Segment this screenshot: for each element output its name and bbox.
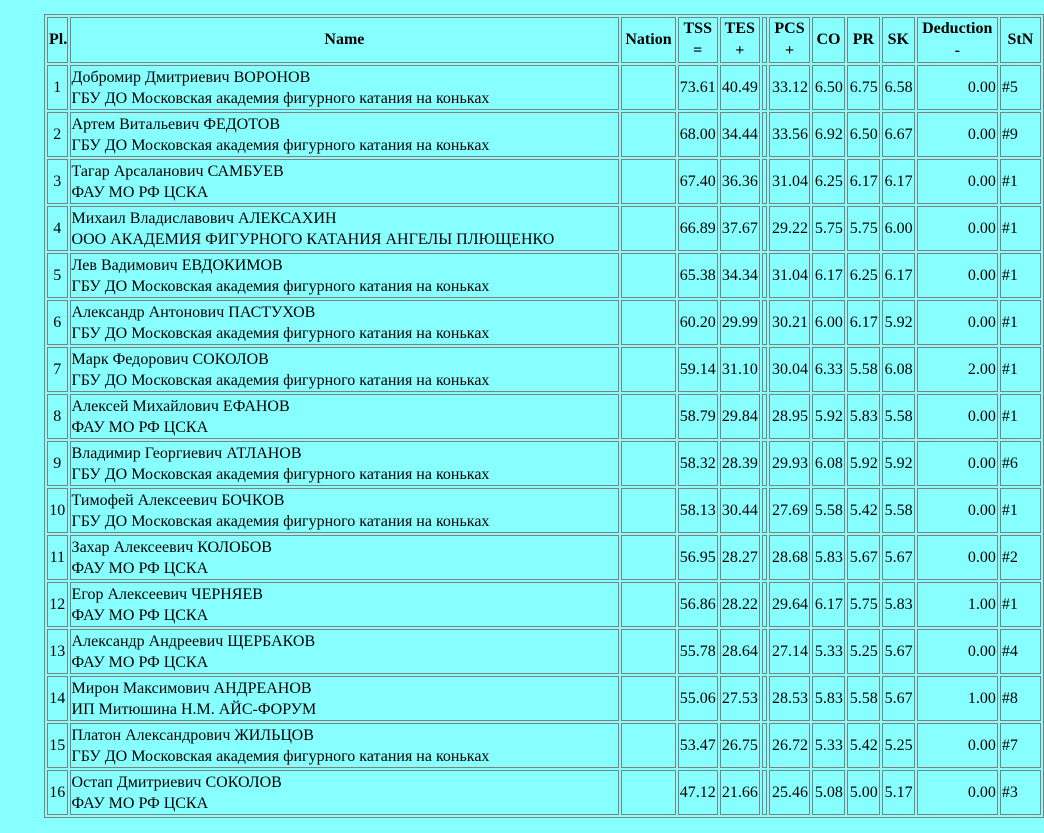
skater-name: Платон Александрович ЖИЛЬЦОВ: [71, 726, 314, 744]
start-number-cell: #1: [1000, 582, 1041, 627]
start-number-cell: #8: [1000, 676, 1041, 721]
deduction-cell: 1.00: [917, 676, 998, 721]
deduction-cell: 0.00: [917, 488, 998, 533]
spacer-cell: [762, 535, 767, 580]
deduction-cell: 0.00: [917, 112, 998, 157]
place-cell: 6: [47, 300, 68, 345]
tss-cell: 68.00: [678, 112, 718, 157]
header-pr: PR: [847, 17, 880, 63]
co-cell: 6.92: [812, 112, 845, 157]
skater-club: ГБУ ДО Московская академия фигурного катания на коньках: [71, 371, 490, 389]
table-row: [47, 112, 1041, 157]
sk-cell: 5.58: [882, 394, 915, 439]
place-cell: 14: [47, 676, 68, 721]
tes-cell: 28.64: [720, 629, 760, 674]
table-row: [47, 65, 1041, 110]
skater-cell: [70, 676, 620, 721]
sk-cell: 5.17: [882, 770, 915, 815]
co-cell: 5.83: [812, 535, 845, 580]
start-number-cell: #3: [1000, 770, 1041, 815]
spacer-cell: [762, 394, 767, 439]
pr-cell: 5.92: [847, 441, 880, 486]
tes-cell: 29.99: [720, 300, 760, 345]
pr-cell: 6.25: [847, 253, 880, 298]
spacer-cell: [762, 206, 767, 251]
skater-name: Марк Федорович СОКОЛОВ: [71, 350, 269, 368]
co-cell: 5.08: [812, 770, 845, 815]
pr-cell: 5.25: [847, 629, 880, 674]
start-number-cell: #1: [1000, 253, 1041, 298]
skater-name: Михаил Владиславович АЛЕКСАХИН: [71, 209, 337, 227]
pr-cell: 5.58: [847, 347, 880, 392]
skater-cell: [70, 206, 620, 251]
place-cell: 1: [47, 65, 68, 110]
sk-cell: 5.83: [882, 582, 915, 627]
tes-cell: 34.34: [720, 253, 760, 298]
tes-cell: 26.75: [720, 723, 760, 768]
tss-cell: 66.89: [678, 206, 718, 251]
deduction-cell: 0.00: [917, 159, 998, 204]
deduction-cell: 0.00: [917, 206, 998, 251]
header-spacer: [762, 17, 767, 63]
spacer-cell: [762, 65, 767, 110]
tss-cell: 55.78: [678, 629, 718, 674]
table-row: [47, 723, 1041, 768]
table-row: [47, 394, 1041, 439]
header-tes-operator: +: [735, 42, 745, 59]
sk-cell: 5.67: [882, 676, 915, 721]
spacer-cell: [762, 676, 767, 721]
spacer-cell: [762, 629, 767, 674]
pcs-cell: 28.53: [769, 676, 810, 721]
skater-cell: [70, 488, 620, 533]
start-number-cell: #1: [1000, 488, 1041, 533]
nation-cell: [621, 253, 675, 298]
skater-club: ГБУ ДО Московская академия фигурного катания на коньках: [71, 747, 490, 765]
skater-name: Остап Дмитриевич СОКОЛОВ: [71, 773, 282, 791]
spacer-cell: [762, 159, 767, 204]
co-cell: 5.58: [812, 488, 845, 533]
place-cell: 12: [47, 582, 68, 627]
tss-cell: 60.20: [678, 300, 718, 345]
nation-cell: [621, 535, 675, 580]
pcs-cell: 30.04: [769, 347, 810, 392]
pr-cell: 6.75: [847, 65, 880, 110]
header-place: Pl.: [47, 17, 68, 63]
pcs-cell: 33.12: [769, 65, 810, 110]
deduction-cell: 0.00: [917, 300, 998, 345]
pcs-cell: 29.93: [769, 441, 810, 486]
tss-cell: 58.79: [678, 394, 718, 439]
skater-name: Егор Алексеевич ЧЕРНЯЕВ: [71, 585, 263, 603]
deduction-cell: 2.00: [917, 347, 998, 392]
table-row: [47, 253, 1041, 298]
pr-cell: 5.83: [847, 394, 880, 439]
deduction-cell: 1.00: [917, 582, 998, 627]
co-cell: 6.25: [812, 159, 845, 204]
start-number-cell: #2: [1000, 535, 1041, 580]
start-number-cell: #7: [1000, 723, 1041, 768]
tes-cell: 36.36: [720, 159, 760, 204]
header-pcs-operator: +: [784, 42, 795, 59]
place-cell: 13: [47, 629, 68, 674]
skater-name: Захар Алексеевич КОЛОБОВ: [71, 538, 272, 556]
table-row: [47, 347, 1041, 392]
table-row: [47, 441, 1041, 486]
tes-cell: 29.84: [720, 394, 760, 439]
header-co: CO: [812, 17, 845, 63]
co-cell: 6.33: [812, 347, 845, 392]
skater-cell: [70, 394, 620, 439]
place-cell: 3: [47, 159, 68, 204]
skater-cell: [70, 629, 620, 674]
skater-club: ИП Митюшина Н.М. АЙС-ФОРУМ: [71, 700, 317, 718]
nation-cell: [621, 441, 675, 486]
tss-cell: 65.38: [678, 253, 718, 298]
skater-cell: [70, 770, 620, 815]
co-cell: 6.00: [812, 300, 845, 345]
skater-cell: [70, 582, 620, 627]
tes-cell: 28.39: [720, 441, 760, 486]
pcs-cell: 28.68: [769, 535, 810, 580]
tss-cell: 58.32: [678, 441, 718, 486]
header-deduction: [917, 17, 998, 63]
deduction-cell: 0.00: [917, 441, 998, 486]
pcs-cell: 31.04: [769, 159, 810, 204]
header-tes: [720, 17, 760, 63]
pr-cell: 5.75: [847, 206, 880, 251]
co-cell: 6.17: [812, 582, 845, 627]
pcs-cell: 29.64: [769, 582, 810, 627]
place-cell: 7: [47, 347, 68, 392]
pcs-cell: 25.46: [769, 770, 810, 815]
header-tss-label: TSS: [683, 20, 712, 37]
spacer-cell: [762, 582, 767, 627]
tss-cell: 47.12: [678, 770, 718, 815]
sk-cell: 5.25: [882, 723, 915, 768]
co-cell: 5.33: [812, 723, 845, 768]
tss-cell: 73.61: [678, 65, 718, 110]
place-cell: 5: [47, 253, 68, 298]
spacer-cell: [762, 723, 767, 768]
table-row: [47, 488, 1041, 533]
spacer-cell: [762, 441, 767, 486]
place-cell: 16: [47, 770, 68, 815]
skater-club: ФАУ МО РФ ЦСКА: [71, 183, 209, 201]
nation-cell: [621, 347, 675, 392]
sk-cell: 6.17: [882, 253, 915, 298]
pcs-cell: 29.22: [769, 206, 810, 251]
tss-cell: 58.13: [678, 488, 718, 533]
table-row: [47, 300, 1041, 345]
skater-name: Александр Андреевич ЩЕРБАКОВ: [71, 632, 316, 650]
nation-cell: [621, 676, 675, 721]
pcs-cell: 27.69: [769, 488, 810, 533]
tes-cell: 28.22: [720, 582, 760, 627]
table-row: [47, 582, 1041, 627]
tes-cell: 37.67: [720, 206, 760, 251]
skater-club: ФАУ МО РФ ЦСКА: [71, 559, 209, 577]
nation-cell: [621, 206, 675, 251]
co-cell: 5.75: [812, 206, 845, 251]
skater-name: Лев Вадимович ЕВДОКИМОВ: [71, 256, 283, 274]
skater-name: Добромир Дмитриевич ВОРОНОВ: [71, 68, 311, 86]
header-sk: SK: [882, 17, 915, 63]
skater-club: ГБУ ДО Московская академия фигурного катания на коньках: [71, 465, 490, 483]
skater-name: Алексей Михайлович ЕФАНОВ: [71, 397, 290, 415]
skater-cell: [70, 112, 620, 157]
co-cell: 6.17: [812, 253, 845, 298]
spacer-cell: [762, 770, 767, 815]
deduction-cell: 0.00: [917, 253, 998, 298]
header-tss-operator: =: [693, 42, 703, 59]
table-row: [47, 770, 1041, 815]
place-cell: 4: [47, 206, 68, 251]
pr-cell: 5.00: [847, 770, 880, 815]
spacer-cell: [762, 347, 767, 392]
place-cell: 2: [47, 112, 68, 157]
tss-cell: 67.40: [678, 159, 718, 204]
sk-cell: 5.67: [882, 535, 915, 580]
sk-cell: 5.58: [882, 488, 915, 533]
skater-club: ГБУ ДО Московская академия фигурного катания на коньках: [71, 512, 490, 530]
spacer-cell: [762, 253, 767, 298]
skater-cell: [70, 159, 620, 204]
start-number-cell: #1: [1000, 159, 1041, 204]
skater-name: Александр Антонович ПАСТУХОВ: [71, 303, 316, 321]
tes-cell: 21.66: [720, 770, 760, 815]
spacer-cell: [762, 488, 767, 533]
nation-cell: [621, 629, 675, 674]
pr-cell: 5.75: [847, 582, 880, 627]
pcs-cell: 27.14: [769, 629, 810, 674]
sk-cell: 5.92: [882, 300, 915, 345]
pr-cell: 5.42: [847, 723, 880, 768]
deduction-cell: 0.00: [917, 770, 998, 815]
pcs-cell: 26.72: [769, 723, 810, 768]
tss-cell: 56.95: [678, 535, 718, 580]
start-number-cell: #1: [1000, 394, 1041, 439]
header-name: Name: [70, 17, 620, 63]
pcs-cell: 33.56: [769, 112, 810, 157]
sk-cell: 5.92: [882, 441, 915, 486]
skater-club: ГБУ ДО Московская академия фигурного катания на коньках: [71, 136, 490, 154]
co-cell: 5.33: [812, 629, 845, 674]
results-table: [44, 14, 1044, 818]
tes-cell: 30.44: [720, 488, 760, 533]
pr-cell: 5.67: [847, 535, 880, 580]
place-cell: 11: [47, 535, 68, 580]
sk-cell: 6.00: [882, 206, 915, 251]
skater-cell: [70, 253, 620, 298]
sk-cell: 6.67: [882, 112, 915, 157]
nation-cell: [621, 300, 675, 345]
deduction-cell: 0.00: [917, 535, 998, 580]
nation-cell: [621, 770, 675, 815]
tes-cell: 28.27: [720, 535, 760, 580]
place-cell: 9: [47, 441, 68, 486]
nation-cell: [621, 582, 675, 627]
sk-cell: 6.58: [882, 65, 915, 110]
co-cell: 6.50: [812, 65, 845, 110]
start-number-cell: #5: [1000, 65, 1041, 110]
skater-name: Мирон Максимович АНДРЕАНОВ: [71, 679, 312, 697]
table-row: [47, 535, 1041, 580]
pcs-cell: 30.21: [769, 300, 810, 345]
nation-cell: [621, 488, 675, 533]
deduction-cell: 0.00: [917, 629, 998, 674]
tes-cell: 31.10: [720, 347, 760, 392]
spacer-cell: [762, 112, 767, 157]
skater-club: ФАУ МО РФ ЦСКА: [71, 418, 209, 436]
skater-club: ФАУ МО РФ ЦСКА: [71, 794, 209, 812]
skater-club: ГБУ ДО Московская академия фигурного катания на коньках: [71, 324, 490, 342]
skater-cell: [70, 347, 620, 392]
header-tes-label: TES: [724, 20, 755, 37]
header-pcs-label: PCS: [774, 20, 805, 37]
skater-cell: [70, 65, 620, 110]
nation-cell: [621, 723, 675, 768]
co-cell: 5.83: [812, 676, 845, 721]
tss-cell: 59.14: [678, 347, 718, 392]
start-number-cell: #4: [1000, 629, 1041, 674]
tss-cell: 55.06: [678, 676, 718, 721]
skater-name: Тагар Арсаланович САМБУЕВ: [71, 162, 284, 180]
skater-club: ФАУ МО РФ ЦСКА: [71, 653, 209, 671]
header-start-number: StN: [1000, 17, 1041, 63]
pr-cell: 6.17: [847, 159, 880, 204]
co-cell: 6.08: [812, 441, 845, 486]
skater-cell: [70, 441, 620, 486]
header-tss: [678, 17, 718, 63]
skater-name: Артем Витальевич ФЕДОТОВ: [71, 115, 280, 133]
skater-club: ФАУ МО РФ ЦСКА: [71, 606, 209, 624]
skater-name: Тимофей Алексеевич БОЧКОВ: [71, 491, 285, 509]
start-number-cell: #1: [1000, 300, 1041, 345]
header-deduction-label: Deduction: [922, 20, 993, 37]
pr-cell: 5.42: [847, 488, 880, 533]
table-row: [47, 676, 1041, 721]
header-deduction-operator: -: [954, 42, 960, 59]
deduction-cell: 0.00: [917, 394, 998, 439]
spacer-cell: [762, 300, 767, 345]
results-body: [47, 65, 1041, 815]
place-cell: 10: [47, 488, 68, 533]
table-row: [47, 159, 1041, 204]
start-number-cell: #1: [1000, 347, 1041, 392]
deduction-cell: 0.00: [917, 723, 998, 768]
tss-cell: 56.86: [678, 582, 718, 627]
skater-name: Владимир Георгиевич АТЛАНОВ: [71, 444, 302, 462]
results-wrapper: [44, 14, 1044, 818]
start-number-cell: #1: [1000, 206, 1041, 251]
header-pcs: [769, 17, 810, 63]
place-cell: 8: [47, 394, 68, 439]
table-row: [47, 629, 1041, 674]
sk-cell: 6.08: [882, 347, 915, 392]
co-cell: 5.92: [812, 394, 845, 439]
start-number-cell: #6: [1000, 441, 1041, 486]
place-cell: 15: [47, 723, 68, 768]
skater-cell: [70, 535, 620, 580]
header-row: [47, 17, 1041, 63]
nation-cell: [621, 394, 675, 439]
pr-cell: 5.58: [847, 676, 880, 721]
skater-cell: [70, 300, 620, 345]
tss-cell: 53.47: [678, 723, 718, 768]
pcs-cell: 31.04: [769, 253, 810, 298]
nation-cell: [621, 112, 675, 157]
table-row: [47, 206, 1041, 251]
skater-club: ООО АКАДЕМИЯ ФИГУРНОГО КАТАНИЯ АНГЕЛЫ ПЛЮЩЕНКО: [71, 230, 555, 248]
sk-cell: 6.17: [882, 159, 915, 204]
tes-cell: 40.49: [720, 65, 760, 110]
sk-cell: 5.67: [882, 629, 915, 674]
nation-cell: [621, 65, 675, 110]
skater-club: ГБУ ДО Московская академия фигурного катания на коньках: [71, 277, 490, 295]
nation-cell: [621, 159, 675, 204]
start-number-cell: #9: [1000, 112, 1041, 157]
tes-cell: 34.44: [720, 112, 760, 157]
skater-cell: [70, 723, 620, 768]
deduction-cell: 0.00: [917, 65, 998, 110]
pr-cell: 6.50: [847, 112, 880, 157]
pr-cell: 6.17: [847, 300, 880, 345]
tes-cell: 27.53: [720, 676, 760, 721]
skater-club: ГБУ ДО Московская академия фигурного катания на коньках: [71, 89, 490, 107]
pcs-cell: 28.95: [769, 394, 810, 439]
header-nation: Nation: [621, 17, 675, 63]
